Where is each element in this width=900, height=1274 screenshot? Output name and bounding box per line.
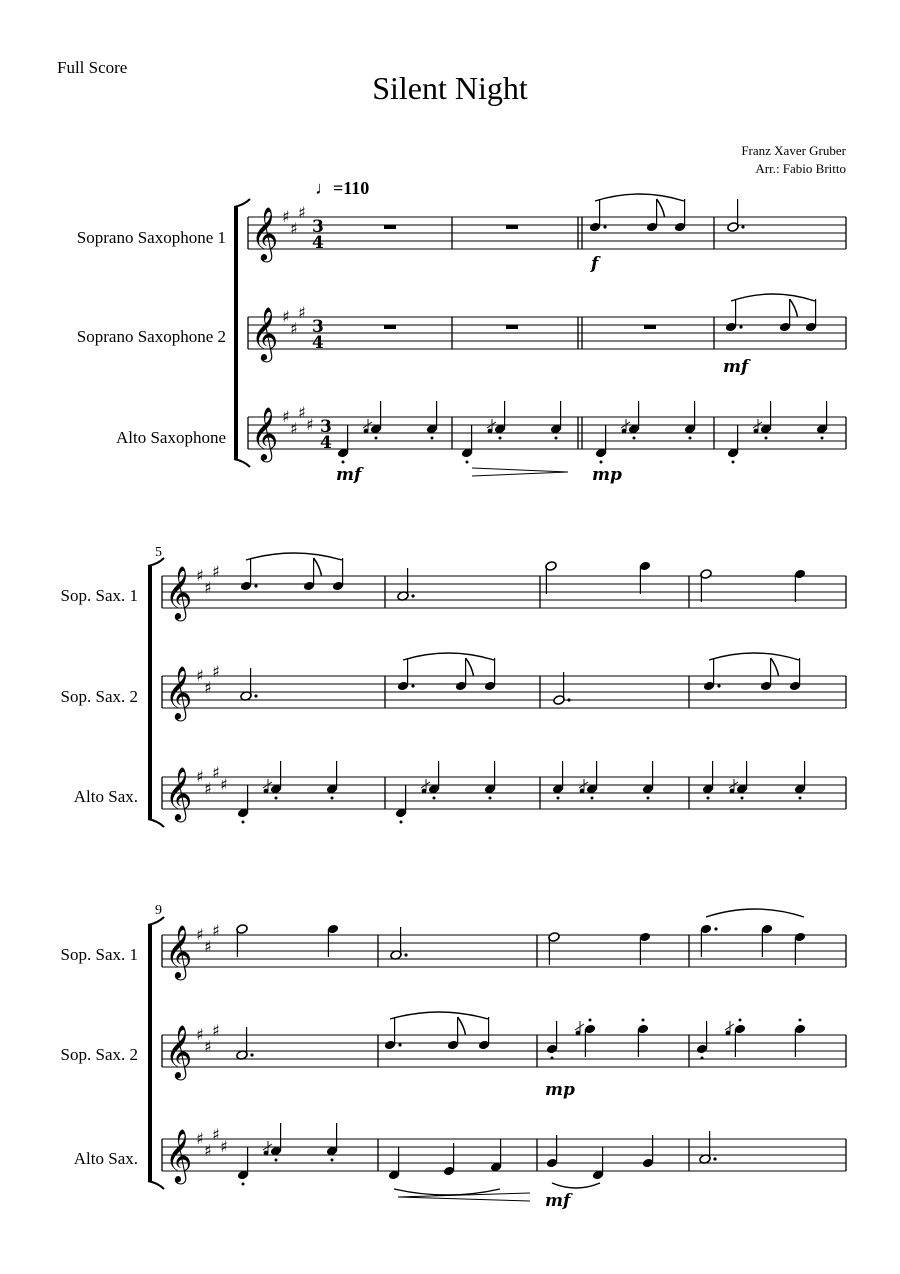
treble-clef-icon: 𝄞 [165, 565, 193, 619]
slur [595, 194, 684, 201]
staccato-dot [242, 1183, 245, 1186]
treble-clef-icon: 𝄞 [251, 406, 279, 460]
full-score-label: Full Score [57, 58, 128, 77]
measure-number: 9 [155, 903, 162, 918]
dot [713, 1157, 716, 1160]
dot [254, 584, 257, 587]
measure-number: 5 [155, 545, 162, 560]
dot [603, 225, 606, 228]
staccato-dot [275, 797, 278, 800]
staccato-dot [591, 797, 594, 800]
sharp-icon: ♯ [306, 415, 314, 434]
sharp-icon: ♯ [204, 937, 212, 956]
time-signature-bottom: 4 [312, 333, 324, 353]
dot [404, 953, 407, 956]
whole-rest [644, 325, 656, 329]
bracket-bottom-hook [234, 459, 250, 467]
sharp-icon: ♯ [204, 779, 212, 798]
sharp-icon: ♯ [212, 662, 220, 681]
staccato-dot [331, 797, 334, 800]
dynamic-marking: mf [336, 465, 362, 485]
instrument-short-label-soprano-sax-1: Sop. Sax. 1 [60, 586, 138, 605]
dot [717, 684, 720, 687]
time-signature-top: 3 [312, 217, 324, 237]
instrument-short-label-soprano-sax-2: Sop. Sax. 2 [60, 687, 138, 706]
system-bracket [148, 566, 152, 819]
sharp-icon: ♯ [196, 666, 204, 685]
dot [250, 1053, 253, 1056]
system-bracket [148, 925, 152, 1181]
bracket-bottom-hook [148, 1181, 164, 1189]
staccato-dot [741, 797, 744, 800]
dynamic-marking: mf [545, 1191, 571, 1211]
sharp-icon: ♯ [196, 767, 204, 786]
sharp-icon: ♯ [196, 1025, 204, 1044]
dynamic-marking: mp [592, 465, 622, 485]
instrument-short-label-soprano-sax-2: Sop. Sax. 2 [60, 1045, 138, 1064]
slur [706, 909, 804, 917]
staccato-dot [431, 437, 434, 440]
flag [314, 558, 322, 576]
sharp-icon: ♯ [204, 1141, 212, 1160]
sharp-icon: ♯ [204, 1037, 212, 1056]
staccato-dot [242, 821, 245, 824]
staccato-dot [647, 797, 650, 800]
staccato-dot [707, 797, 710, 800]
staccato-dot [375, 437, 378, 440]
whole-rest [506, 325, 518, 329]
dot [411, 594, 414, 597]
staccato-dot [799, 797, 802, 800]
staff-lines [148, 199, 846, 1189]
bracket-bottom-hook [148, 819, 164, 827]
staccato-dot [739, 1019, 742, 1022]
sharp-icon: ♯ [220, 1137, 228, 1156]
staccato-dot [342, 461, 345, 464]
staccato-dot [701, 1057, 704, 1060]
sharp-icon: ♯ [196, 925, 204, 944]
instrument-label-soprano-sax-2: Soprano Saxophone 2 [76, 327, 226, 346]
slur [552, 1183, 600, 1188]
sharp-icon: ♯ [212, 562, 220, 581]
tempo-value: =110 [333, 178, 370, 198]
composer-credit: Franz Xaver Gruber [741, 143, 846, 158]
flag [466, 658, 474, 676]
tempo-note-symbol: ♩ [315, 178, 333, 198]
instrument-label-alto-sax: Alto Saxophone [115, 428, 226, 447]
flag [458, 1017, 466, 1035]
staccato-dot [551, 1057, 554, 1060]
treble-clef-icon: 𝄞 [165, 1128, 193, 1182]
slur [709, 653, 799, 660]
staccato-dot [799, 1019, 802, 1022]
sharp-icon: ♯ [212, 763, 220, 782]
sharp-icon: ♯ [212, 1021, 220, 1040]
staccato-dot [433, 797, 436, 800]
staccato-dot [400, 821, 403, 824]
bracket-top-hook [148, 917, 164, 925]
staccato-dot [557, 797, 560, 800]
arranger-credit: Arr.: Fabio Britto [755, 161, 846, 176]
instrument-short-label-alto-sax: Alto Sax. [73, 787, 138, 806]
staccato-dot [499, 437, 502, 440]
dot [567, 698, 570, 701]
decrescendo-hairpin [472, 468, 568, 476]
slur [731, 294, 815, 301]
staccato-dot [821, 437, 824, 440]
staccato-dot [331, 1159, 334, 1162]
sharp-icon: ♯ [290, 419, 298, 438]
grace-slash [575, 1024, 584, 1030]
flag [771, 658, 779, 676]
sharp-icon: ♯ [204, 578, 212, 597]
dot [398, 1043, 401, 1046]
treble-clef-icon: 𝄞 [251, 306, 279, 360]
treble-clef-icon: 𝄞 [165, 1024, 193, 1078]
dot [714, 927, 717, 930]
dot [739, 325, 742, 328]
whole-rest [506, 225, 518, 229]
time-signature-top: 3 [320, 417, 332, 437]
staccato-dot [466, 461, 469, 464]
sharp-icon: ♯ [282, 207, 290, 226]
sharp-icon: ♯ [196, 1129, 204, 1148]
notation [236, 194, 828, 1211]
sharp-icon: ♯ [282, 407, 290, 426]
instrument-short-label-soprano-sax-1: Sop. Sax. 1 [60, 945, 138, 964]
instrument-label-soprano-sax-1: Soprano Saxophone 1 [76, 228, 226, 247]
page-title: Silent Night [372, 70, 528, 106]
staccato-dot [589, 1019, 592, 1022]
staccato-dot [600, 461, 603, 464]
sharp-icon: ♯ [196, 566, 204, 585]
slur [390, 1012, 488, 1019]
treble-clef-icon: 𝄞 [165, 766, 193, 820]
flag [790, 299, 798, 317]
treble-clef-icon: 𝄞 [251, 206, 279, 260]
sharp-icon: ♯ [282, 307, 290, 326]
dynamic-marking: f [591, 254, 599, 274]
staccato-dot [555, 437, 558, 440]
sharp-icon: ♯ [290, 319, 298, 338]
sharp-icon: ♯ [298, 303, 306, 322]
whole-rest [384, 225, 396, 229]
staccato-dot [489, 797, 492, 800]
staccato-dot [765, 437, 768, 440]
bracket-top-hook [234, 199, 250, 207]
treble-clef-icon: 𝄞 [165, 924, 193, 978]
sharp-icon: ♯ [212, 921, 220, 940]
staccato-dot [275, 1159, 278, 1162]
dot [741, 225, 744, 228]
instrument-short-label-alto-sax: Alto Sax. [73, 1149, 138, 1168]
sharp-icon: ♯ [212, 1125, 220, 1144]
time-signature-bottom: 4 [320, 433, 332, 453]
slur [246, 553, 342, 560]
whole-rest [384, 325, 396, 329]
sharp-icon: ♯ [204, 678, 212, 697]
sharp-icon: ♯ [220, 775, 228, 794]
sharp-icon: ♯ [298, 403, 306, 422]
bracket-top-hook [148, 558, 164, 566]
dot [254, 694, 257, 697]
slur [403, 653, 494, 660]
dynamic-marking: mf [723, 357, 749, 377]
time-signature-bottom: 4 [312, 233, 324, 253]
treble-clef-icon: 𝄞 [165, 665, 193, 719]
staccato-dot [633, 437, 636, 440]
grace-slash [725, 1024, 734, 1030]
dot [411, 684, 414, 687]
time-signature-top: 3 [312, 317, 324, 337]
system-bracket [234, 207, 238, 459]
staccato-dot [642, 1019, 645, 1022]
staccato-dot [732, 461, 735, 464]
dynamic-marking: mp [545, 1080, 575, 1100]
flag [657, 199, 665, 217]
sharp-icon: ♯ [298, 203, 306, 222]
sharp-icon: ♯ [290, 219, 298, 238]
staccato-dot [689, 437, 692, 440]
